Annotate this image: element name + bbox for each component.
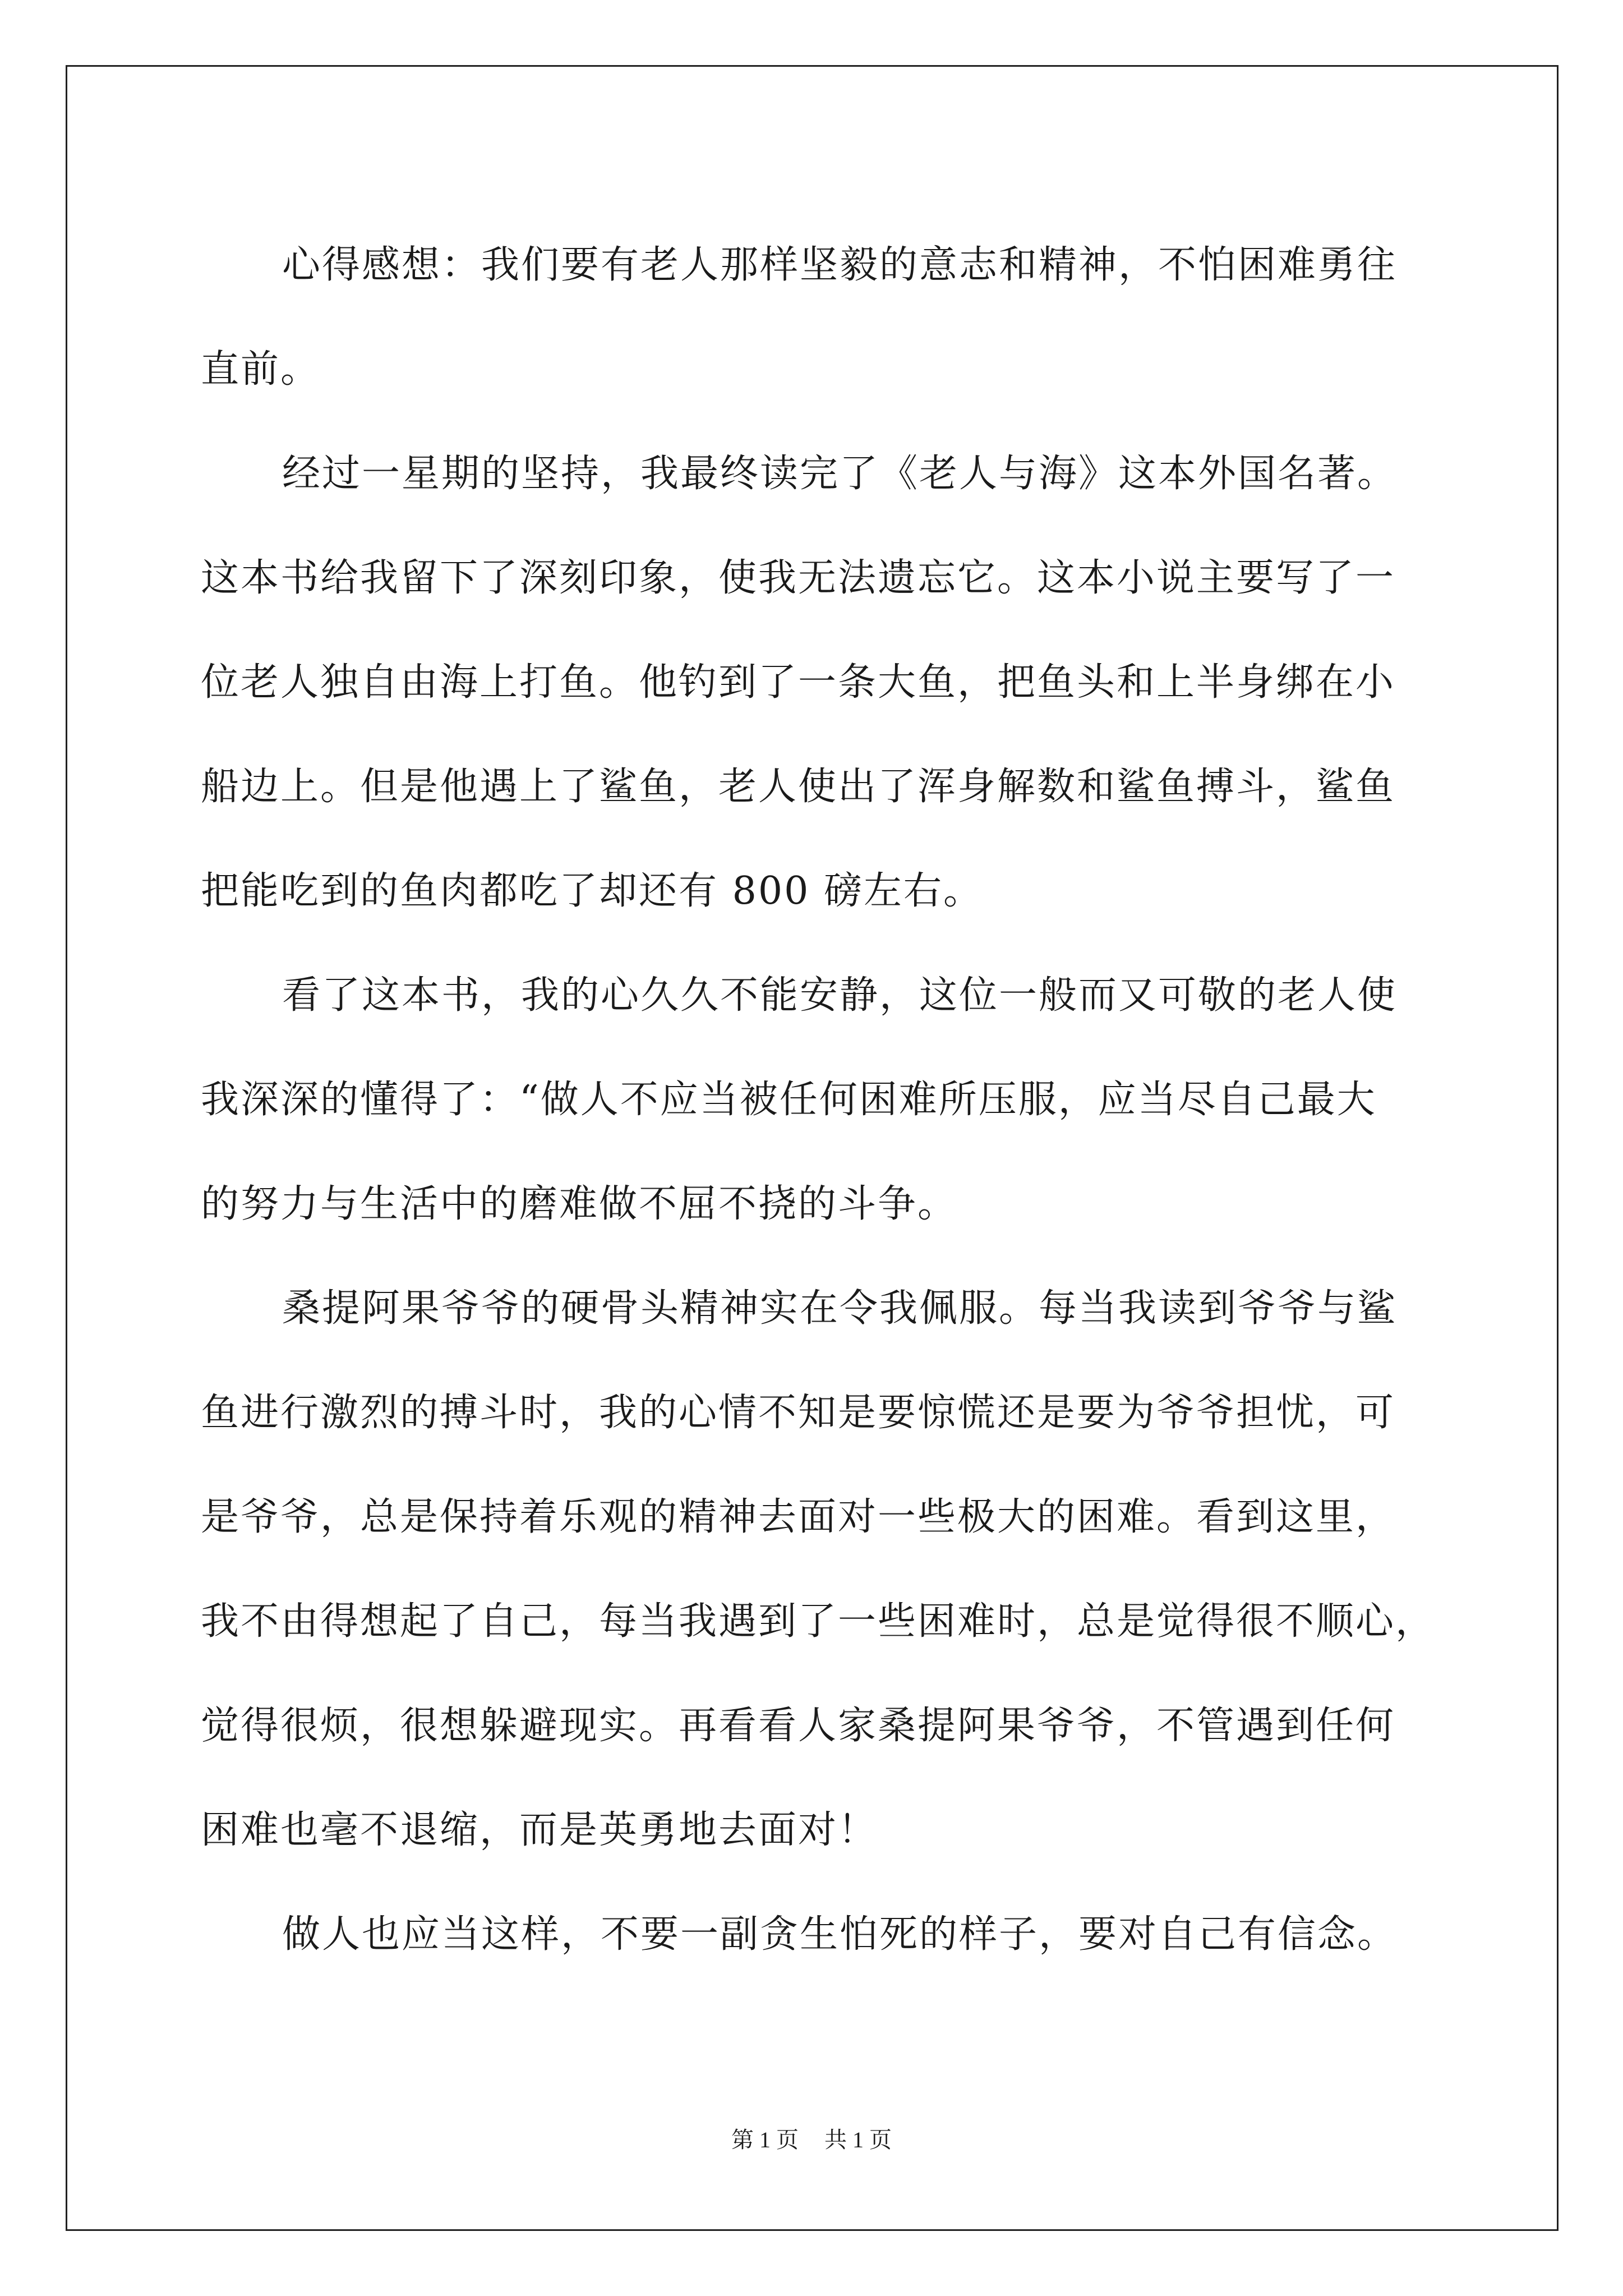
text-line: 位老人独自由海上打鱼。他钓到了一条大鱼，把鱼头和上半身绑在小	[201, 660, 1396, 705]
text-line: 困难也毫不退缩，而是英勇地去面对！	[201, 1808, 878, 1852]
text-line: 做人也应当这样，不要一副贪生怕死的样子，要对自己有信念。	[282, 1912, 1398, 1957]
text-line: 觉得很烦，很想躲避现实。再看看人家桑提阿果爷爷，不管遇到任何	[201, 1704, 1396, 1748]
page-number-current: 第 1 页	[731, 2127, 799, 2152]
text-line: 的努力与生活中的磨难做不屈不挠的斗争。	[201, 1182, 958, 1226]
text-line: 我深深的懂得了：“做人不应当被任何困难所压服，应当尽自己最大	[201, 1078, 1377, 1122]
text-line: 鱼进行激烈的搏斗时，我的心情不知是要惊慌还是要为爷爷担忧，可	[201, 1391, 1396, 1435]
text-line: 直前。	[201, 347, 321, 392]
page-footer	[0, 2123, 1623, 2157]
text-line: 把能吃到的鱼肉都吃了却还有 800 磅左右。	[201, 869, 984, 913]
document-body	[201, 213, 1435, 2064]
text-line: 我不由得想起了自己，每当我遇到了一些困难时，总是觉得很不顺心，	[201, 1599, 1436, 1644]
text-line: 心得感想：我们要有老人那样坚毅的意志和精神，不怕困难勇往	[282, 243, 1398, 287]
text-line: 船边上。但是他遇上了鲨鱼，老人使出了浑身解数和鲨鱼搏斗，鲨鱼	[201, 765, 1396, 809]
page-number-total: 共 1 页	[824, 2127, 892, 2152]
text-line: 这本书给我留下了深刻印象，使我无法遗忘它。这本小说主要写了一	[201, 556, 1396, 600]
text-line: 看了这本书，我的心久久不能安静，这位一般而又可敬的老人使	[282, 973, 1398, 1018]
text-line: 经过一星期的坚持，我最终读完了《老人与海》这本外国名著。	[282, 452, 1398, 496]
text-line: 桑提阿果爷爷的硬骨头精神实在令我佩服。每当我读到爷爷与鲨	[282, 1286, 1398, 1331]
text-line: 是爷爷，总是保持着乐观的精神去面对一些极大的困难。看到这里，	[201, 1495, 1396, 1539]
